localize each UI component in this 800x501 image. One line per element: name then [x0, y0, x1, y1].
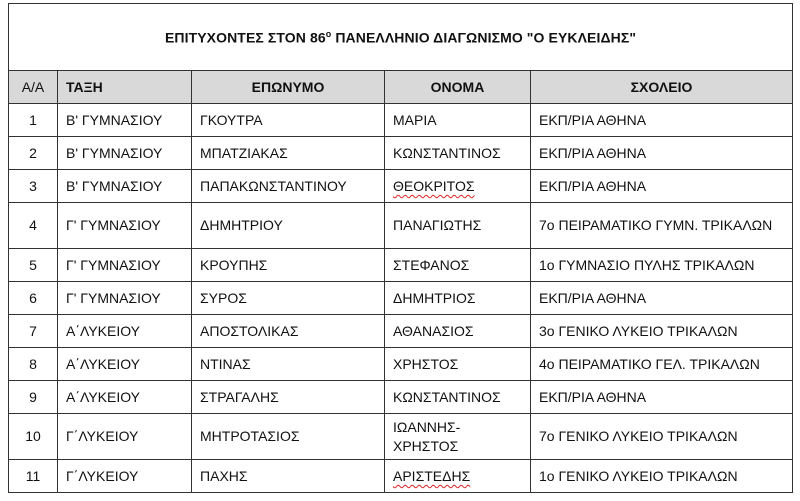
cell-sxoleio[interactable] [531, 249, 793, 282]
cell-aa[interactable] [9, 348, 58, 381]
cell-sxoleio-text: 1ο ΓΥΜΝΑΣΙΟ ΠΥΛΗΣ ΤΡΙΚΑΛΩΝ [539, 257, 755, 273]
table-row [9, 282, 793, 315]
table-row [9, 460, 793, 493]
cell-onoma[interactable] [385, 282, 531, 315]
cell-taksi-text: Β' ΓΥΜΝΑΣΙΟΥ [66, 178, 163, 194]
table-row [9, 249, 793, 282]
cell-taksi-text: Γ΄ΛΥΚΕΙΟΥ [66, 468, 139, 484]
cell-onoma-text: ΚΩΝΣΤΑΝΤΙΝΟΣ [393, 145, 501, 161]
cell-eponymo[interactable] [192, 203, 385, 249]
cell-taksi-text: Α΄ΛΥΚΕΙΟΥ [66, 389, 140, 405]
cell-eponymo-text: ΔΗΜΗΤΡΙΟΥ [200, 217, 283, 233]
cell-sxoleio[interactable] [531, 170, 793, 203]
cell-eponymo[interactable] [192, 414, 385, 460]
cell-onoma-text: ΘΕΟΚΡΙΤΟΣ [393, 178, 475, 194]
cell-aa[interactable] [9, 460, 58, 493]
cell-eponymo-text: ΑΠΟΣΤΟΛΙΚΑΣ [200, 323, 299, 339]
cell-aa-text: 5 [29, 257, 37, 273]
cell-onoma-text: ΚΩΝΣΤΑΝΤΙΝΟΣ [393, 389, 501, 405]
cell-sxoleio-text: 3ο ΓΕΝΙΚΟ ΛΥΚΕΙΟ ΤΡΙΚΑΛΩΝ [539, 323, 738, 339]
cell-taksi-text: Γ΄ΛΥΚΕΙΟΥ [66, 428, 139, 444]
header-sxoleio[interactable]: ΣΧΟΛΕΙΟ [531, 71, 793, 104]
title-row [9, 4, 793, 71]
cell-eponymo[interactable] [192, 460, 385, 493]
cell-onoma[interactable] [385, 460, 531, 493]
cell-onoma[interactable] [385, 137, 531, 170]
header-taksi[interactable]: ΤΑΞΗ [58, 71, 192, 104]
table-body [9, 104, 793, 493]
cell-eponymo-text: ΜΠΑΤΖΙΑΚΑΣ [200, 145, 288, 161]
cell-aa[interactable] [9, 381, 58, 414]
cell-sxoleio[interactable] [531, 381, 793, 414]
cell-aa-text: 10 [25, 428, 41, 444]
cell-onoma-text: ΑΘΑΝΑΣΙΟΣ [393, 323, 474, 339]
table-row [9, 381, 793, 414]
cell-aa[interactable] [9, 203, 58, 249]
cell-aa-text: 9 [29, 389, 37, 405]
results-table [8, 3, 793, 493]
cell-sxoleio[interactable] [531, 137, 793, 170]
cell-onoma-text: ΧΡΗΣΤΟΣ [393, 356, 459, 372]
cell-onoma-text: ΑΡΙΣΤΕΔΗΣ [393, 468, 471, 484]
cell-eponymo-text: ΠΑΠΑΚΩΝΣΤΑΝΤΙΝΟΥ [200, 178, 347, 194]
cell-aa-text: 2 [29, 145, 37, 161]
cell-sxoleio[interactable] [531, 282, 793, 315]
cell-aa[interactable] [9, 414, 58, 460]
cell-taksi[interactable] [58, 348, 192, 381]
cell-aa-text: 6 [29, 290, 37, 306]
cell-onoma-text: ΠΑΝΑΓΙΩΤΗΣ [393, 217, 482, 233]
cell-eponymo-text: ΝΤΙΝΑΣ [200, 356, 251, 372]
cell-eponymo[interactable] [192, 137, 385, 170]
cell-taksi[interactable] [58, 249, 192, 282]
cell-taksi[interactable] [58, 137, 192, 170]
cell-onoma[interactable] [385, 170, 531, 203]
cell-taksi-text: Γ' ΓΥΜΝΑΣΙΟΥ [66, 257, 161, 273]
cell-onoma[interactable] [385, 203, 531, 249]
cell-sxoleio-text: 1ο ΓΕΝΙΚΟ ΛΥΚΕΙΟ ΤΡΙΚΑΛΩΝ [539, 468, 738, 484]
table-row [9, 170, 793, 203]
cell-aa-text: 11 [25, 468, 41, 484]
table-row [9, 203, 793, 249]
cell-sxoleio[interactable] [531, 414, 793, 460]
table-row [9, 137, 793, 170]
cell-taksi-text: Α΄ΛΥΚΕΙΟΥ [66, 323, 140, 339]
cell-taksi-text: Β' ΓΥΜΝΑΣΙΟΥ [66, 145, 163, 161]
cell-aa-text: 8 [29, 356, 37, 372]
cell-taksi[interactable] [58, 170, 192, 203]
cell-sxoleio-text: 7ο ΓΕΝΙΚΟ ΛΥΚΕΙΟ ΤΡΙΚΑΛΩΝ [539, 428, 738, 444]
cell-taksi-text: Β' ΓΥΜΝΑΣΙΟΥ [66, 112, 163, 128]
title-superscript: ο [325, 28, 332, 39]
cell-eponymo-text: ΚΡΟΥΠΗΣ [200, 257, 268, 273]
cell-onoma-text: ΙΩΑΝΝΗΣ-ΧΡΗΣΤΟΣ [393, 418, 461, 454]
cell-sxoleio[interactable] [531, 315, 793, 348]
cell-eponymo-text: ΠΑΧΗΣ [200, 468, 248, 484]
cell-eponymo-text: ΜΗΤΡΟΤΑΣΙΟΣ [200, 428, 300, 444]
cell-aa-text: 1 [29, 112, 37, 128]
title-pre: ΕΠΙΤΥΧΟΝΤΕΣ ΣΤΟΝ 86 [164, 29, 326, 46]
cell-aa[interactable] [9, 104, 58, 137]
table-row [9, 348, 793, 381]
cell-eponymo[interactable] [192, 249, 385, 282]
cell-sxoleio-text: 7ο ΠΕΙΡΑΜΑΤΙΚΟ ΓΥΜΝ. ΤΡΙΚΑΛΩΝ [539, 217, 773, 233]
cell-onoma[interactable] [385, 381, 531, 414]
title-post: ΠΑΝΕΛΛΗΝΙΟ ΔΙΑΓΩΝΙΣΜΟ "Ο ΕΥΚΛΕΙΔΗΣ" [331, 29, 637, 46]
cell-eponymo[interactable] [192, 104, 385, 137]
cell-aa[interactable] [9, 282, 58, 315]
cell-onoma[interactable] [385, 104, 531, 137]
cell-sxoleio[interactable] [531, 460, 793, 493]
cell-sxoleio-text: ΕΚΠ/ΡΙΑ ΑΘΗΝΑ [539, 178, 647, 194]
cell-taksi-text: Γ' ΓΥΜΝΑΣΙΟΥ [66, 290, 161, 306]
cell-eponymo-text: ΓΚΟΥΤΡΑ [200, 112, 263, 128]
cell-onoma-text: ΜΑΡΙΑ [393, 112, 437, 128]
cell-sxoleio-text: ΕΚΠ/ΡΙΑ ΑΘΗΝΑ [539, 112, 647, 128]
cell-eponymo-text: ΣΥΡΟΣ [200, 290, 247, 306]
cell-eponymo[interactable] [192, 170, 385, 203]
cell-aa-text: 4 [29, 217, 37, 233]
cell-taksi[interactable] [58, 282, 192, 315]
cell-onoma-text: ΔΗΜΗΤΡΙΟΣ [393, 290, 476, 306]
cell-taksi[interactable] [58, 203, 192, 249]
header-eponymo[interactable]: ΕΠΩΝΥΜΟ [192, 71, 385, 104]
table-row [9, 104, 793, 137]
header-onoma[interactable]: ΟΝΟΜΑ [385, 71, 531, 104]
cell-eponymo-text: ΣΤΡΑΓΑΛΗΣ [200, 389, 279, 405]
cell-sxoleio-text: 4ο ΠΕΙΡΑΜΑΤΙΚΟ ΓΕΛ. ΤΡΙΚΑΛΩΝ [539, 356, 760, 372]
cell-aa[interactable] [9, 249, 58, 282]
cell-aa[interactable] [9, 315, 58, 348]
cell-sxoleio[interactable] [531, 104, 793, 137]
cell-taksi[interactable] [58, 315, 192, 348]
cell-onoma[interactable] [385, 249, 531, 282]
table-title[interactable] [9, 4, 793, 71]
cell-taksi[interactable] [58, 104, 192, 137]
cell-taksi[interactable] [58, 460, 192, 493]
cell-onoma[interactable] [385, 414, 531, 460]
cell-aa[interactable] [9, 137, 58, 170]
table-row [9, 414, 793, 460]
cell-taksi-text: Α΄ΛΥΚΕΙΟΥ [66, 356, 140, 372]
cell-eponymo[interactable] [192, 381, 385, 414]
cell-sxoleio-text: ΕΚΠ/ΡΙΑ ΑΘΗΝΑ [539, 290, 647, 306]
cell-taksi[interactable] [58, 381, 192, 414]
cell-eponymo[interactable] [192, 348, 385, 381]
cell-sxoleio-text: ΕΚΠ/ΡΙΑ ΑΘΗΝΑ [539, 389, 647, 405]
cell-onoma[interactable] [385, 315, 531, 348]
cell-sxoleio-text: ΕΚΠ/ΡΙΑ ΑΘΗΝΑ [539, 145, 647, 161]
cell-sxoleio[interactable] [531, 348, 793, 381]
cell-taksi[interactable] [58, 414, 192, 460]
cell-taksi-text: Γ' ΓΥΜΝΑΣΙΟΥ [66, 217, 161, 233]
cell-onoma-text: ΣΤΕΦΑΝΟΣ [393, 257, 470, 273]
spreadsheet [8, 3, 792, 493]
cell-eponymo[interactable] [192, 315, 385, 348]
cell-sxoleio[interactable] [531, 203, 793, 249]
table-row [9, 315, 793, 348]
cell-aa[interactable] [9, 170, 58, 203]
cell-onoma[interactable] [385, 348, 531, 381]
header-aa[interactable]: Α/Α [9, 71, 58, 104]
cell-aa-text: 7 [29, 323, 37, 339]
header-row [9, 71, 793, 104]
cell-eponymo[interactable] [192, 282, 385, 315]
cell-aa-text: 3 [29, 178, 37, 194]
